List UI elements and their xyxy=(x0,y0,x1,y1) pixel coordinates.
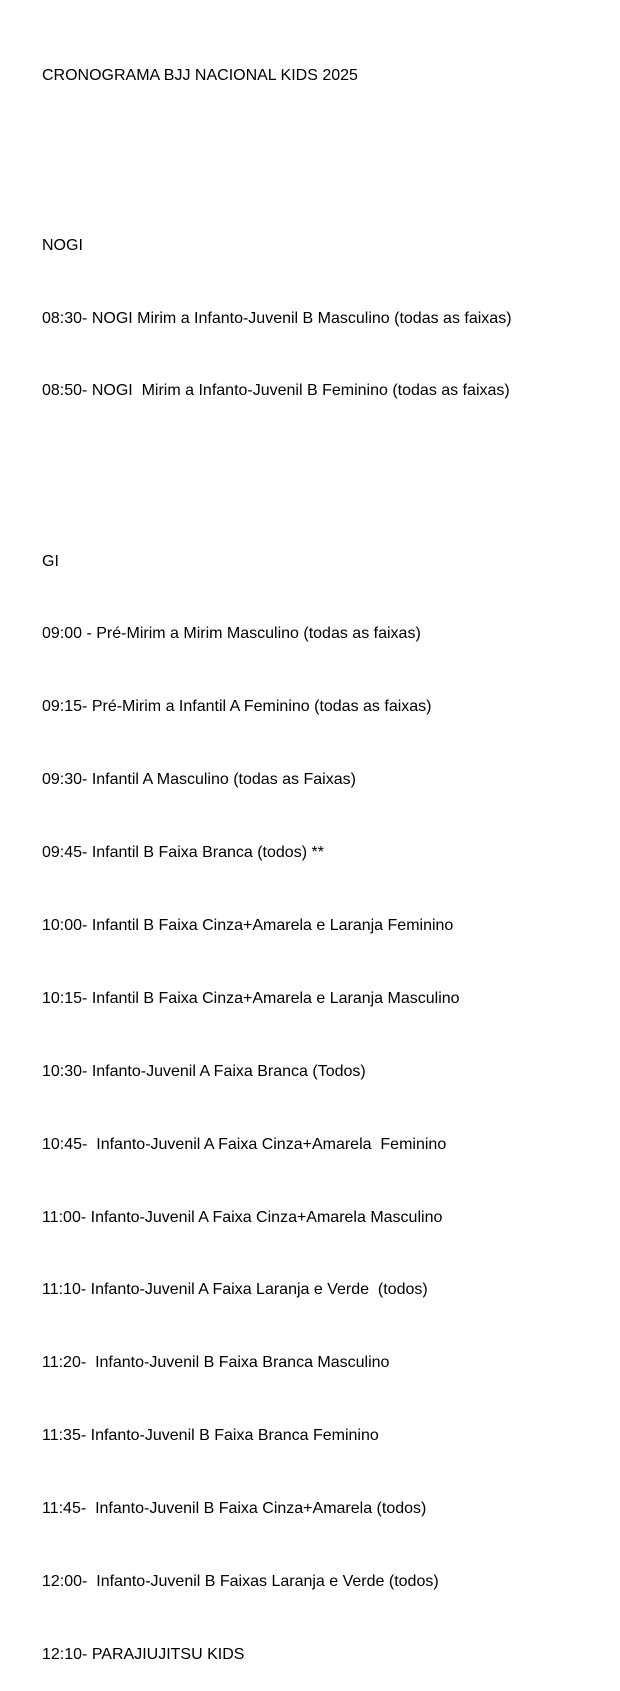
schedule-entry: 09:30- Infantil A Masculino (todas as Faixas) xyxy=(42,771,356,789)
schedule-entry: 10:15- Infantil B Faixa Cinza+Amarela e Laranja Masculino xyxy=(42,989,460,1007)
document-title: CRONOGRAMA BJJ NACIONAL KIDS 2025 xyxy=(42,66,358,84)
schedule-entry: 09:45- Infantil B Faixa Branca (todos) ** xyxy=(42,844,324,862)
schedule-entry: 08:50- NOGI Mirim a Infanto-Juvenil B Feminino (todas as faixas) xyxy=(42,382,510,400)
blank-line xyxy=(42,136,612,160)
schedule-document xyxy=(42,15,612,1691)
schedule-entry: 11:10- Infanto-Juvenil A Faixa Laranja e Verde (todos) xyxy=(42,1281,428,1299)
schedule-entry: 10:00- Infantil B Faixa Cinza+Amarela e Laranja Feminino xyxy=(42,916,454,934)
schedule-entry: 11:45- Infanto-Juvenil B Faixa Cinza+Amarela (todos) xyxy=(42,1500,427,1518)
schedule-entry: 11:00- Infanto-Juvenil A Faixa Cinza+Amarela Masculino xyxy=(42,1208,443,1226)
section-heading-nogi: NOGI xyxy=(42,236,83,254)
schedule-entry: 08:30- NOGI Mirim a Infanto-Juvenil B Masculino (todas as faixas) xyxy=(42,309,512,327)
schedule-entry: 09:15- Pré-Mirim a Infantil A Feminino (todas as faixas) xyxy=(42,698,432,716)
schedule-entry: 12:00- Infanto-Juvenil B Faixas Laranja e Verde (todos) xyxy=(42,1573,439,1590)
section-heading-gi: GI xyxy=(42,552,59,570)
blank-line xyxy=(42,452,612,476)
schedule-entry: 10:45- Infanto-Juvenil A Faixa Cinza+Amarela Feminino xyxy=(42,1135,447,1153)
schedule-entry: 10:30- Infanto-Juvenil A Faixa Branca (Todos) xyxy=(42,1062,366,1080)
schedule-entry: 11:35- Infanto-Juvenil B Faixa Branca Feminino xyxy=(42,1427,379,1445)
schedule-entry: 12:10- PARAJIUJITSU KIDS xyxy=(42,1645,245,1663)
schedule-entry: 11:20- Infanto-Juvenil B Faixa Branca Masculino xyxy=(42,1354,390,1372)
schedule-entry: 09:00 - Pré-Mirim a Mirim Masculino (todas as faixas) xyxy=(42,625,421,643)
